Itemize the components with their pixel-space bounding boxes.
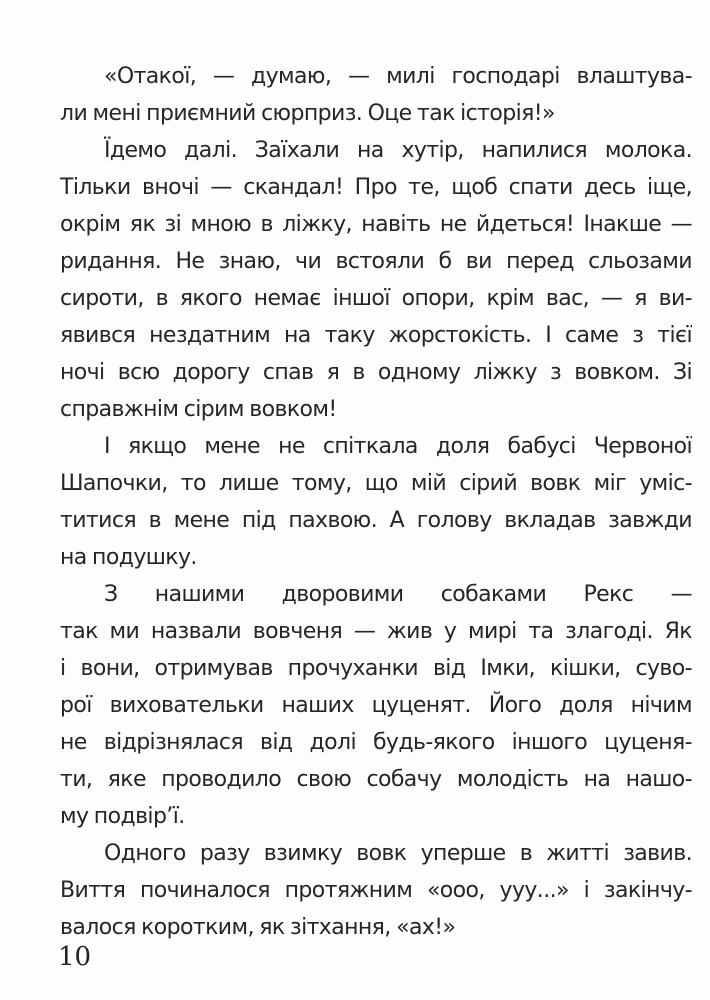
text-line: З нашими дворовими собаками Рекс —	[104, 582, 692, 607]
text-line: «Отакої, — думаю, — милі господарі влаштува-	[104, 64, 692, 89]
paragraph	[60, 835, 692, 946]
text-line: ридання. Не знаю, чи встояли б ви перед сльозами	[60, 249, 692, 274]
text-line: справжнім сірим вовком!	[60, 397, 337, 422]
text-line: Їдемо далі. Заїхали на хутір, напилися молока.	[104, 138, 692, 163]
paragraph	[60, 132, 692, 428]
text-body	[60, 58, 692, 946]
text-line: ночі всю дорогу спав я в одному ліжку з вовком. Зі	[60, 360, 692, 385]
text-line: Одного разу взимку вовк уперше в житті завив.	[104, 841, 692, 866]
paragraph	[60, 58, 692, 132]
text-line: так ми назвали вовченя — жив у мирі та злагоді. Як	[60, 619, 692, 644]
page-number: 10	[58, 942, 92, 972]
text-line: рої виховательки наших цуценят. Його доля нічим	[60, 693, 692, 718]
text-line: титися в мене під пахвою. А голову вкладав завжди	[60, 508, 692, 533]
text-line: Шапочки, то лише тому, що мій сірий вовк міг уміс-	[60, 471, 692, 496]
text-line: окрім як зі мною в ліжку, навіть не йдеться! Інакше —	[60, 212, 692, 237]
text-line: ли мені приємний сюрприз. Оце так історія!»	[60, 101, 555, 126]
text-line: на подушку.	[60, 545, 197, 570]
text-line: Виття починалося протяжним «ооо, ууу...» і закінчу-	[60, 878, 692, 903]
text-line: Тільки вночі — скандал! Про те, щоб спати десь іще,	[60, 175, 692, 200]
paragraph	[60, 428, 692, 576]
text-line: не відрізнялася від долі будь-якого іншого цуценя-	[60, 730, 692, 755]
text-line: явився нездатним на таку жорстокість. І саме з тієї	[60, 323, 692, 348]
text-line: І якщо мене не спіткала доля бабусі Червоної	[104, 434, 692, 459]
paragraph	[60, 576, 692, 835]
text-line: му подвір’ї.	[60, 804, 185, 829]
text-line: валося коротким, як зітхання, «ах!»	[60, 915, 456, 940]
text-line: ти, яке проводило свою собачу молодість на нашо-	[60, 767, 692, 792]
text-line: сироти, в якого немає іншої опори, крім вас, — я ви-	[60, 286, 692, 311]
text-line: і вони, отримував прочуханки від Імки, кішки, суво-	[60, 656, 692, 681]
